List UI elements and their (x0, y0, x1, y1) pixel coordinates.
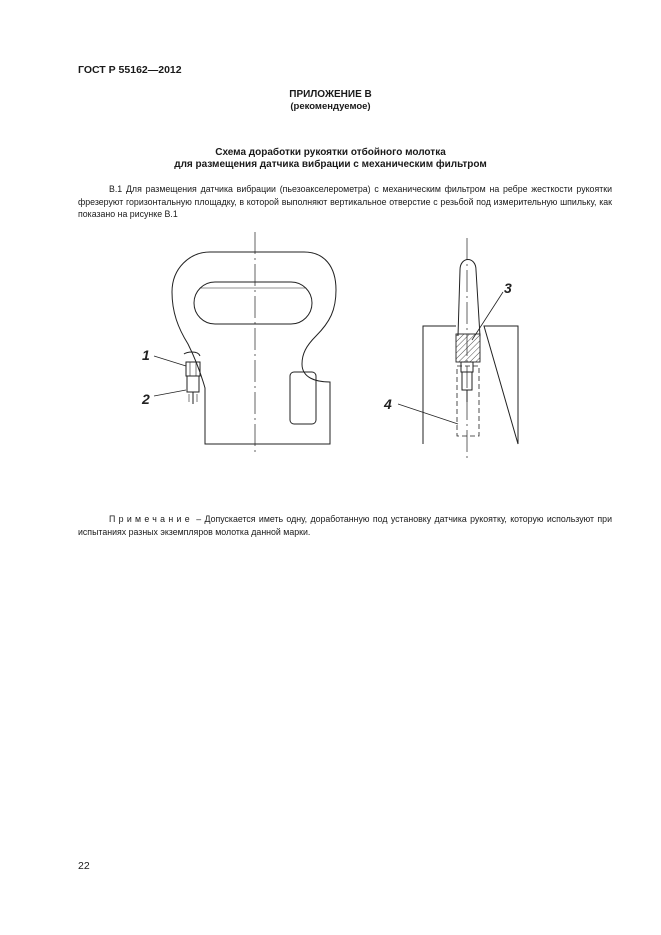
sensor-filter (187, 376, 199, 392)
note-label: Примечание (109, 514, 193, 524)
page-number: 22 (78, 860, 90, 872)
callout-2: 2 (142, 391, 150, 407)
callout-3: 3 (504, 280, 512, 296)
callout-4: 4 (384, 396, 392, 412)
leader-4 (398, 404, 458, 424)
note-text: – Допускается иметь одну, доработанную под установку датчика рукоятку, которую используют при испытаниях разных экземпляров молотка данной марки. (78, 514, 612, 537)
handle-outline (172, 252, 336, 444)
appendix-subtitle: (рекомендуемое) (290, 101, 371, 112)
side-pad (290, 372, 316, 424)
sensor-body (186, 362, 200, 376)
handle-front-view (398, 238, 518, 460)
appendix-title: ПРИЛОЖЕНИЕ В (289, 89, 372, 100)
handle-side-view (154, 232, 336, 456)
leader-1 (154, 356, 186, 366)
scheme-title-line2: для размещения датчика вибрации с механическим фильтром (174, 159, 487, 170)
handle-rib (458, 260, 480, 337)
callout-1: 1 (142, 347, 150, 363)
body-paragraph: В.1 Для размещения датчика вибрации (пьезоакселерометра) с механическим фильтром на ребре жесткости рукоятки фрезеруют горизонтальную площадку, в которой выполняют вертикальное отверстие с резьбой под измерительную шпильку, как показано на рисунке В.1 (78, 184, 612, 219)
leader-2 (154, 390, 186, 396)
scheme-title-line1: Схема доработки рукоятки отбойного молотка (215, 147, 446, 158)
hatched-section (456, 334, 480, 362)
leader-3 (472, 292, 503, 340)
note-paragraph (78, 513, 612, 538)
standard-header: ГОСТ Р 55162—2012 (78, 64, 182, 76)
clearance-volume (457, 366, 479, 436)
